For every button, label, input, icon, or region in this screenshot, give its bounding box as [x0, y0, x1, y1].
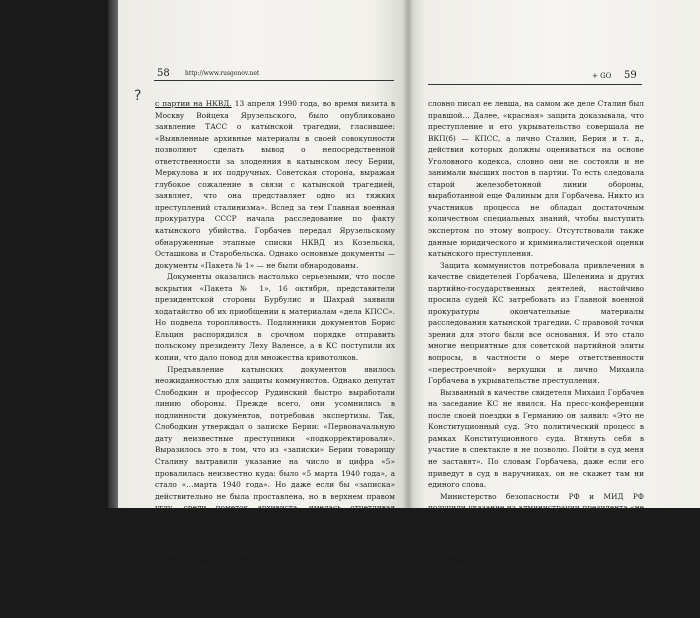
left-header-url: http://www.rusgenov.net	[185, 70, 260, 77]
left-paragraph-2: Документы оказались настолько серьезными, что после вскрытия «Пакета № 1», 16 октября, представители президентской стороны Бурбулис и Шахрай заявили ходатайство об их приобщении к материалам «дела КПСС». Но подвела торопливость. Подлинники документов Борис Ельцин распорядился в срочном порядке отправить польскому президенту Леху Валенсе, а в КС поступили их копии, что дало повод для множества кривотолков.	[155, 272, 395, 363]
right-text-column	[428, 98, 644, 618]
right-paragraph-4: Министерство безопасности РФ и МИД РФ получили указание из администрации президента «не допускать выезда гр-на М.С. Горбачева за границу, пока он не явится в суд и исполнит свой гражданский долг». В связи с этим Горбачев был вынужден отложить свою поездку в Сеул, встречу с президентом Ро Дэ У и чтение лекций. Исключение было сделано в связи с похоронами Вилли Брандта в октябре 1992 года. Затем было принято решение наложить на Горбачева штраф в размере 100 рублей за отказ от явки	[428, 491, 644, 617]
book-binding	[108, 0, 118, 508]
handwritten-question-mark: ?	[134, 88, 142, 104]
right-header-rule	[428, 84, 642, 85]
right-paragraph-1: словно писал ее левша, на самом же деле Сталин был правшой… Далее, «красная» защита доказывала, что преступление и его укрывательство совершала не ВКП(б) — КПСС, а лично Сталин, Берия и т. д., действия которых должны оцениваться на основе Уголовного кодекса, словно они не состояли и не занимали высших постов в партии. То есть следовала старой железобетонной линии обороны, выработанной еще Фалиным для Горбачева. Никто из участников процесса не обладал достаточным количеством специальных знаний, чтобы выступить экспертом по этому вопросу. Отсутствовали также данные юридического и криминалистической оценки катынского преступления.	[428, 99, 644, 259]
left-header-rule	[154, 80, 394, 81]
left-paragraph-1: с партии на НКВД. 13 апреля 1990 года, во время визита в Москву Войцеха Ярузельского, было опубликовано заявление ТАСС о катынской трагедии, гласившее: «Выявленные архивные материалы в своей совокупности позволяют сделать вывод о непосредственной ответственности за злодеяния в катынском лесу Берии, Меркулова и их подручных. Советская сторона, выражая глубокое сожаление в связи с катынской трагедией, заявляет, что она представляет одно из тяжких преступлений сталинизма». Вслед за тем Главная военная прокуратура СССР начала расследование по факту катынского убийства. Горбачев передал Ярузельскому обнаруженные этапные списки НКВД из Козельска, Осташкова и Старобельска. Однако основные документы — документы «Пакета № 1» — не были обнародованы.	[155, 99, 395, 270]
left-text-column	[155, 98, 395, 571]
left-paragraph-3: Предъявление катынских документов явилось неожиданностью для защиты коммунистов. Однако депутат Слободкин и профессор Рудинский быстро выработали линию обороны. Прежде всего, они усомнились в подлинности документов, потребовав экспертизы. Так, Слободкин утверждал о записке Берии: «Первоначальную дату неизвестные преступники «подкорректировали». Выразилось это в том, что из «записки» Берии товарищу Сталину вытравили указание на число и цифра «5» провалилась неизвестно куда: было «5 марта 1940 года», а стало «…марта 1940 года». Но даже если бы «записка» действительно не была проставлена, но в верхнем правом углу, среди пометок архивиста, имелась отчетливая надпись: «От 5/III-40 г.», причем это была не дата составления записки или ее поступления в Политбюро, а дата принятия решения по ней. В подлинности записки Берии позволял усомниться также тот факт, что резолюция была написана так,	[155, 364, 395, 570]
right-paragraph-3: Вызванный в качестве свидетеля Михаил Горбачев на заседание КС не явился. На пресс-конференции после своей поездки в Германию он заявил: «Это не Конституционный суд. Это политический процесс в рамках Конституционного суда. Втянуть себя в участие в спектакле я не позволю. Пойти в суд меня не заставят». По словам Горбачева, даже если его приведут в суд в наручниках, он не скажет там ни единого слова.	[428, 387, 644, 490]
right-paragraph-2: Защита коммунистов потребовала привлечения в качестве свидетелей Горбачева, Шеленина и других партийно-государственных деятелей, настойчиво просила судей КС затребовать из Главной военной прокуратуры окончательные материалы расследования катынской трагедии. С правовой точки зрения для этого были все основания. И это стало многие неприятные для советской партийной элиты вопросы, в частности о мере ответственности «перестроечной» верхушки и лично Михаила Горбачева в укрывательстве преступления.	[428, 260, 644, 386]
page-gutter-shadow	[402, 0, 414, 508]
right-header-tag: + GO	[592, 72, 612, 80]
left-page-number: 58	[157, 68, 170, 79]
underlined-phrase: с партии на НКВД.	[155, 99, 232, 108]
right-page-number: 59	[624, 70, 637, 81]
